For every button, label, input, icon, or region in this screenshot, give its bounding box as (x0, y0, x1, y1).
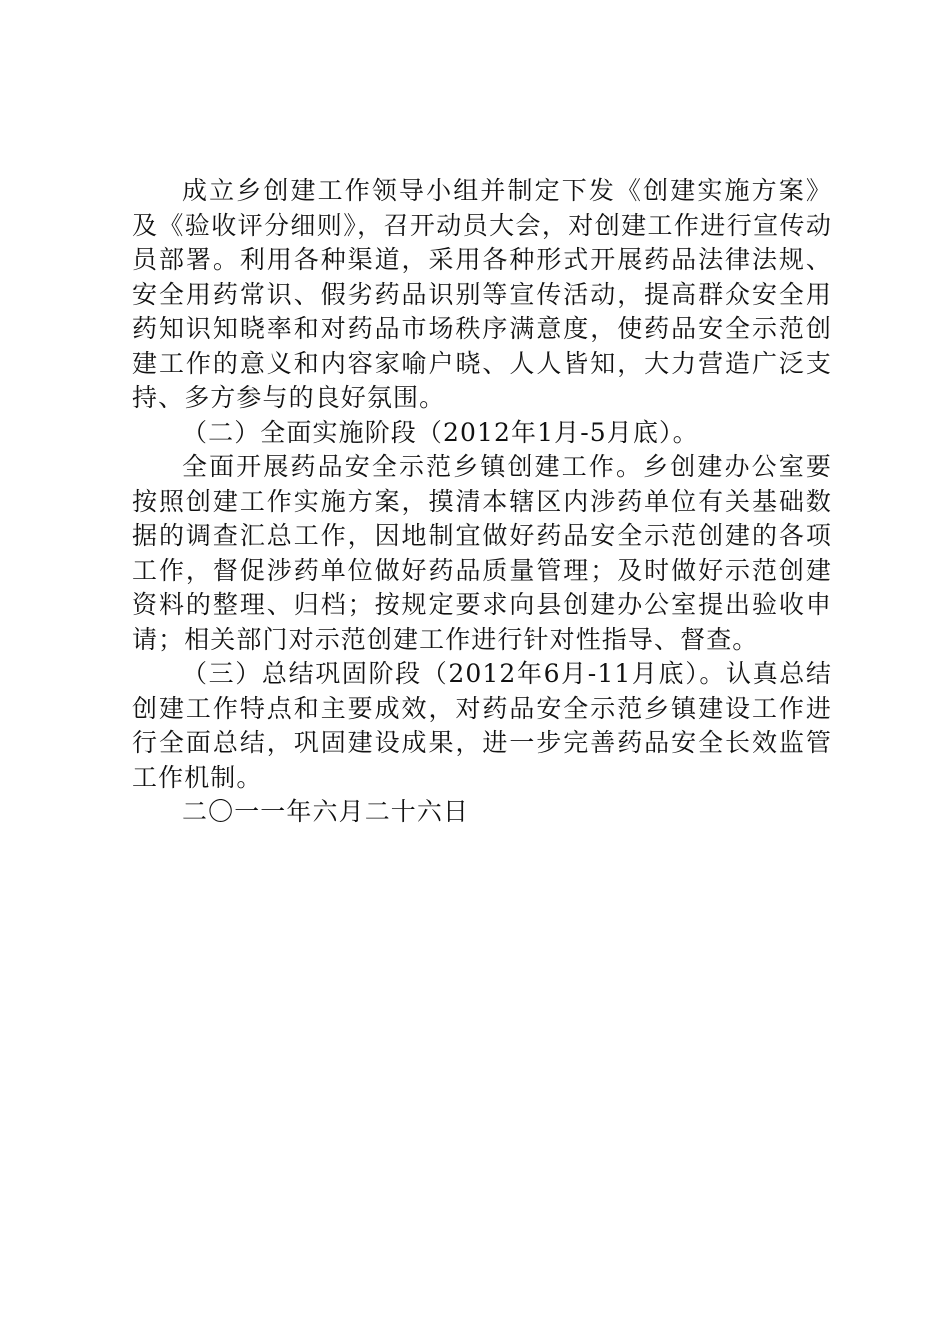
document-date: 二〇一一年六月二十六日 (182, 797, 470, 826)
section-heading-implementation: （二）全面实施阶段（2012年1月-5月底）。 (182, 417, 699, 447)
paragraph-consolidation: （三）总结巩固阶段（2012年6月-11月底）。认真总结创建工作特点和主要成效，对药品安全示范乡镇建设工作进行全面总结，巩固建设成果，进一步完善药品安全长效监管工作机制。 (132, 659, 832, 792)
paragraph-mobilization: 成立乡创建工作领导小组并制定下发《创建实施方案》及《验收评分细则》，召开动员大会，对创建工作进行宣传动员部署。利用各种渠道，采用各种形式开展药品法律法规、安全用药常识、假劣药品识别等宣传活动，提高群众安全用药知识知晓率和对药品市场秩序满意度，使药品安全示范创建工作的意义和内容家喻户晓、人人皆知，大力营造广泛支持、多方参与的良好氛围。 (132, 176, 832, 412)
paragraph-implementation: 全面开展药品安全示范乡镇创建工作。乡创建办公室要按照创建工作实施方案，摸清本辖区内涉药单位有关基础数据的调查汇总工作，因地制宜做好药品安全示范创建的各项工作，督促涉药单位做好药品质量管理；及时做好示范创建资料的整理、归档；按规定要求向县创建办公室提出验收申请；相关部门对示范创建工作进行针对性指导、督查。 (132, 452, 832, 654)
document-body (132, 174, 832, 830)
